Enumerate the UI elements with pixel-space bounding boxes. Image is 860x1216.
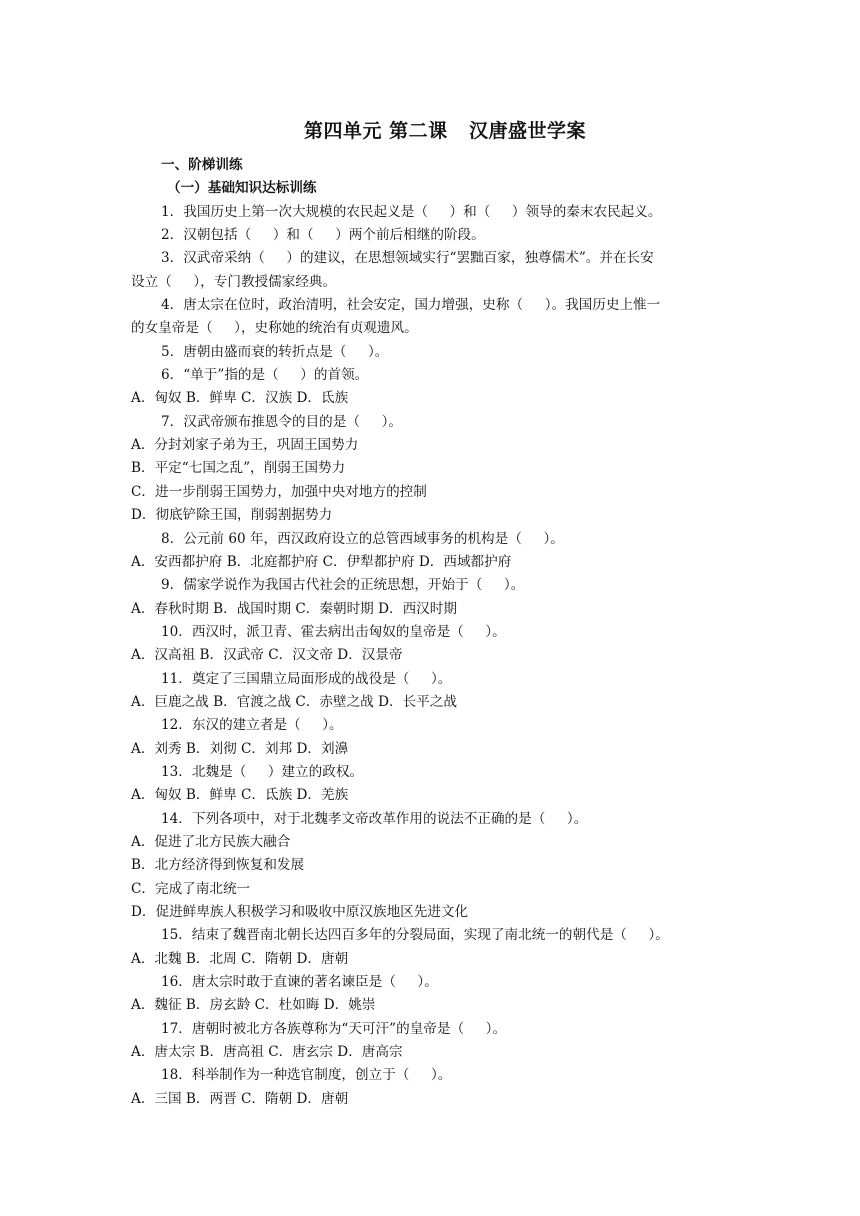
answer-options: A．匈奴 B．鲜卑 C．氐族 D．羌族 (131, 787, 349, 804)
answer-options: A．促进了北方民族大融合 (131, 833, 291, 850)
answer-options: A．北魏 B．北周 C．隋朝 D．唐朝 (131, 950, 349, 967)
answer-options: A．春秋时期 B．战国时期 C．秦朝时期 D．西汉时期 (131, 600, 457, 617)
answer-options: C．完成了南北统一 (131, 880, 251, 897)
answer-options: B．北方经济得到恢复和发展 (131, 857, 305, 874)
question-text: 15．结束了魏晋南北朝长达四百多年的分裂局面，实现了南北统一的朝代是（ ）。 (161, 927, 669, 944)
question-text: 12．东汉的建立者是（ ）。 (161, 717, 343, 734)
question-text: 18．科举制作为一种选官制度，创立于（ ）。 (161, 1067, 452, 1084)
subsection-heading: （一）基础知识达标训练 (167, 180, 317, 197)
question-text: 13．北魏是（ ）建立的政权。 (161, 763, 364, 780)
answer-options: A．刘秀 B．刘彻 C．刘邦 D．刘濞 (131, 740, 349, 757)
answer-options: D．彻底铲除王国，削弱割据势力 (131, 507, 333, 524)
answer-options: A．分封刘家子弟为王，巩固王国势力 (131, 437, 359, 454)
answer-options: A．三国 B．两晋 C．隋朝 D．唐朝 (131, 1090, 349, 1107)
question-text: 10．西汉时，派卫青、霍去病出击匈奴的皇帝是（ ）。 (161, 623, 506, 640)
document-body (131, 154, 731, 1111)
question-text: 14．下列各项中，对于北魏孝文帝改革作用的说法不正确的是（ ）。 (161, 810, 588, 827)
question-text: 2．汉朝包括（ ）和（ ）两个前后相继的阶段。 (161, 227, 485, 244)
question-text: 3．汉武帝采纳（ ）的建议，在思想领域实行“罢黜百家，独尊儒术”。并在长安 (161, 250, 654, 267)
answer-options: A．汉高祖 B．汉武帝 C．汉文帝 D．汉景帝 (131, 647, 403, 664)
question-text: 6．“单于”指的是（ ）的首领。 (161, 367, 369, 384)
answer-options: A．匈奴 B．鲜卑 C．汉族 D．氐族 (131, 390, 349, 407)
question-continuation: 设立（ ），专门教授儒家经典。 (131, 273, 337, 290)
answer-options: A．安西都护府 B．北庭都护府 C．伊犁都护府 D．西域都护府 (131, 553, 512, 570)
answer-options: A．魏征 B．房玄龄 C．杜如晦 D．姚崇 (131, 997, 376, 1014)
question-list (131, 201, 731, 1111)
question-continuation: 的女皇帝是（ ），史称她的统治有贞观遗风。 (131, 320, 418, 337)
answer-options: A．唐太宗 B．唐高祖 C．唐玄宗 D．唐高宗 (131, 1044, 403, 1061)
answer-options: D．促进鲜卑族人积极学习和吸收中原汉族地区先进文化 (131, 904, 469, 920)
question-text: 11．奠定了三国鼎立局面形成的战役是（ ）。 (161, 670, 452, 687)
section-heading: 一、阶梯训练 (161, 157, 243, 173)
page-title: 第四单元 第二课 汉唐盛世学案 (304, 120, 586, 142)
question-text: 1．我国历史上第一次大规模的农民起义是（ ）和（ ）领导的秦末农民起义。 (161, 203, 662, 220)
question-text: 17．唐朝时被北方各族尊称为“天可汗”的皇帝是（ ）。 (161, 1020, 507, 1037)
question-text: 8．公元前 60 年，西汉政府设立的总管西域事务的机构是（ ）。 (161, 530, 564, 547)
answer-options: A．巨鹿之战 B．官渡之战 C．赤壁之战 D．长平之战 (131, 693, 457, 710)
question-text: 7．汉武帝颁布推恩令的目的是（ ）。 (161, 413, 402, 430)
question-text: 16．唐太宗时敢于直谏的著名谏臣是（ ）。 (161, 974, 438, 991)
question-text: 5．唐朝由盛而衰的转折点是（ ）。 (161, 343, 389, 360)
answer-options: B．平定“七国之乱”，削弱王国势力 (131, 460, 346, 477)
question-text: 9．儒家学说作为我国古代社会的正统思想，开始于（ ）。 (161, 577, 525, 594)
answer-options: C．进一步削弱王国势力，加强中央对地方的控制 (131, 483, 427, 500)
question-text: 4．唐太宗在位时，政治清明，社会安定，国力增强，史称（ ）。我国历史上惟一 (161, 297, 661, 314)
